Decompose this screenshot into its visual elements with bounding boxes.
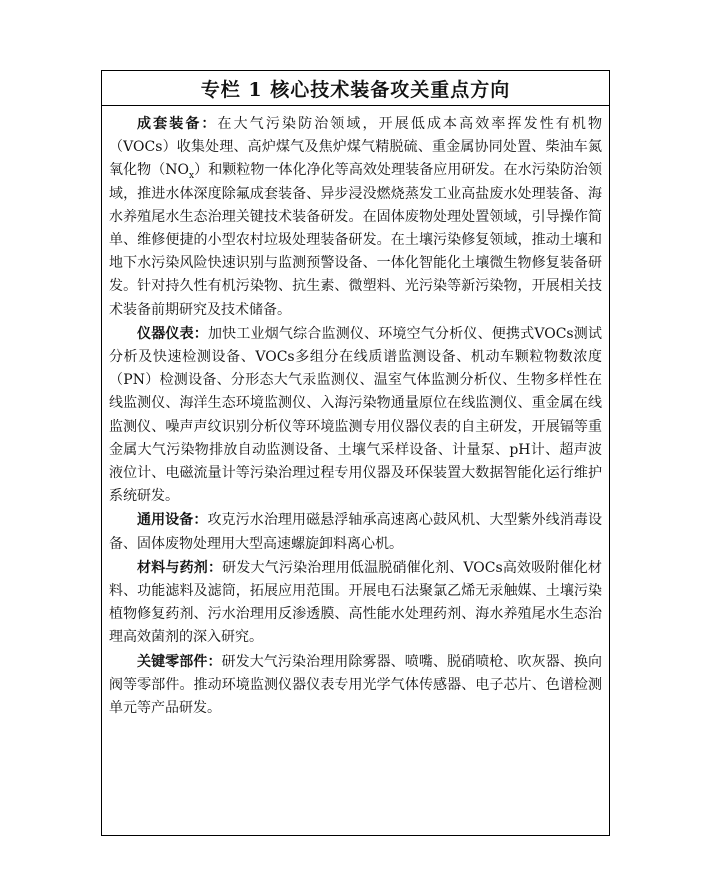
section-lead: 关键零部件：: [137, 653, 222, 670]
section-lead: 通用设备：: [137, 512, 208, 529]
section-key-components: [109, 651, 602, 721]
section-text: 研发大气污染治理用除雾器、喷嘴、脱硝喷枪、吹灰器、换向阀等零部件。推动环境监测仪器仪表专用光学气体传感器、电子芯片、色谱检测单元等产品研发。: [109, 653, 602, 717]
section-lead: 成套装备：: [137, 116, 218, 132]
section-text: 在大气污染防治领域，开展低成本高效率挥发性有机物（VOCs）收集处理、高炉煤气及焦炉煤气精脱硫、重金属协同处置、柴油车氮氧化物（NO: [109, 116, 603, 179]
section-text: 攻克污水治理用磁悬浮轴承高速离心鼓风机、大型紫外线消毒设备、固体废物处理用大型高速螺旋卸料离心机。: [109, 512, 602, 552]
section-materials-agents: [109, 557, 602, 650]
section-complete-equipment: [109, 113, 602, 322]
section-general-equipment: [109, 509, 602, 555]
box-body: [102, 106, 609, 720]
section-text: 加快工业烟气综合监测仪、环境空气分析仪、便携式VOCs测试分析及快速检测设备、VOCs多组分在线质谱监测设备、机动车颗粒物数浓度（PN）检测设备、分形态大气汞监测仪、温室气体监测分析仪、生物多样性在线监测仪、海洋生态环境监测仪、入海污染物通量原位在线监测仪、重金属在线监测仪、噪声声纹识别分析仪等环境监测专用仪器仪表的自主研发，开展镉等重金属大气污染物排放自动监测设备、土壤气采样设备、计量泵、pH计、超声波液位计、电磁流量计等污染治理过程专用仪器及环保装置大数据智能化运行维护系统研发。: [109, 325, 602, 505]
section-instruments: [109, 323, 602, 509]
column-box: [101, 70, 610, 836]
section-text: 研发大气污染治理用低温脱硝催化剂、VOCs高效吸附催化材料、功能滤料及滤筒，拓展应用范围。开展电石法聚氯乙烯无汞触媒、土壤污染植物修复药剂、污水治理用反渗透膜、高性能水处理药剂、海水养殖尾水生态治理高效菌剂的深入研究。: [109, 559, 602, 646]
subscript: x: [189, 171, 195, 182]
section-text-continued: ）和颗粒物一体化净化等高效处理装备应用研发。在水污染防治领域，推进水体深度除氟成套装备、异步浸没燃烧蒸发工业高盐废水处理装备、海水养殖尾水生态治理关键技术装备研发。在固体废物处理处置领域，引导操作简单、维修便捷的小型农村垃圾处理装备研发。在土壤污染修复领域，推动土壤和地下水污染风险快速识别与监测预警设备、一体化智能化土壤微生物修复装备研发。针对持久性有机污染物、抗生素、微塑料、光污染等新污染物，开展相关技术装备前期研究及技术储备。: [109, 162, 602, 318]
box-title: 专栏 1 核心技术装备攻关重点方向: [102, 71, 609, 106]
section-lead: 材料与药剂：: [137, 559, 223, 576]
section-lead: 仪器仪表：: [137, 325, 208, 342]
